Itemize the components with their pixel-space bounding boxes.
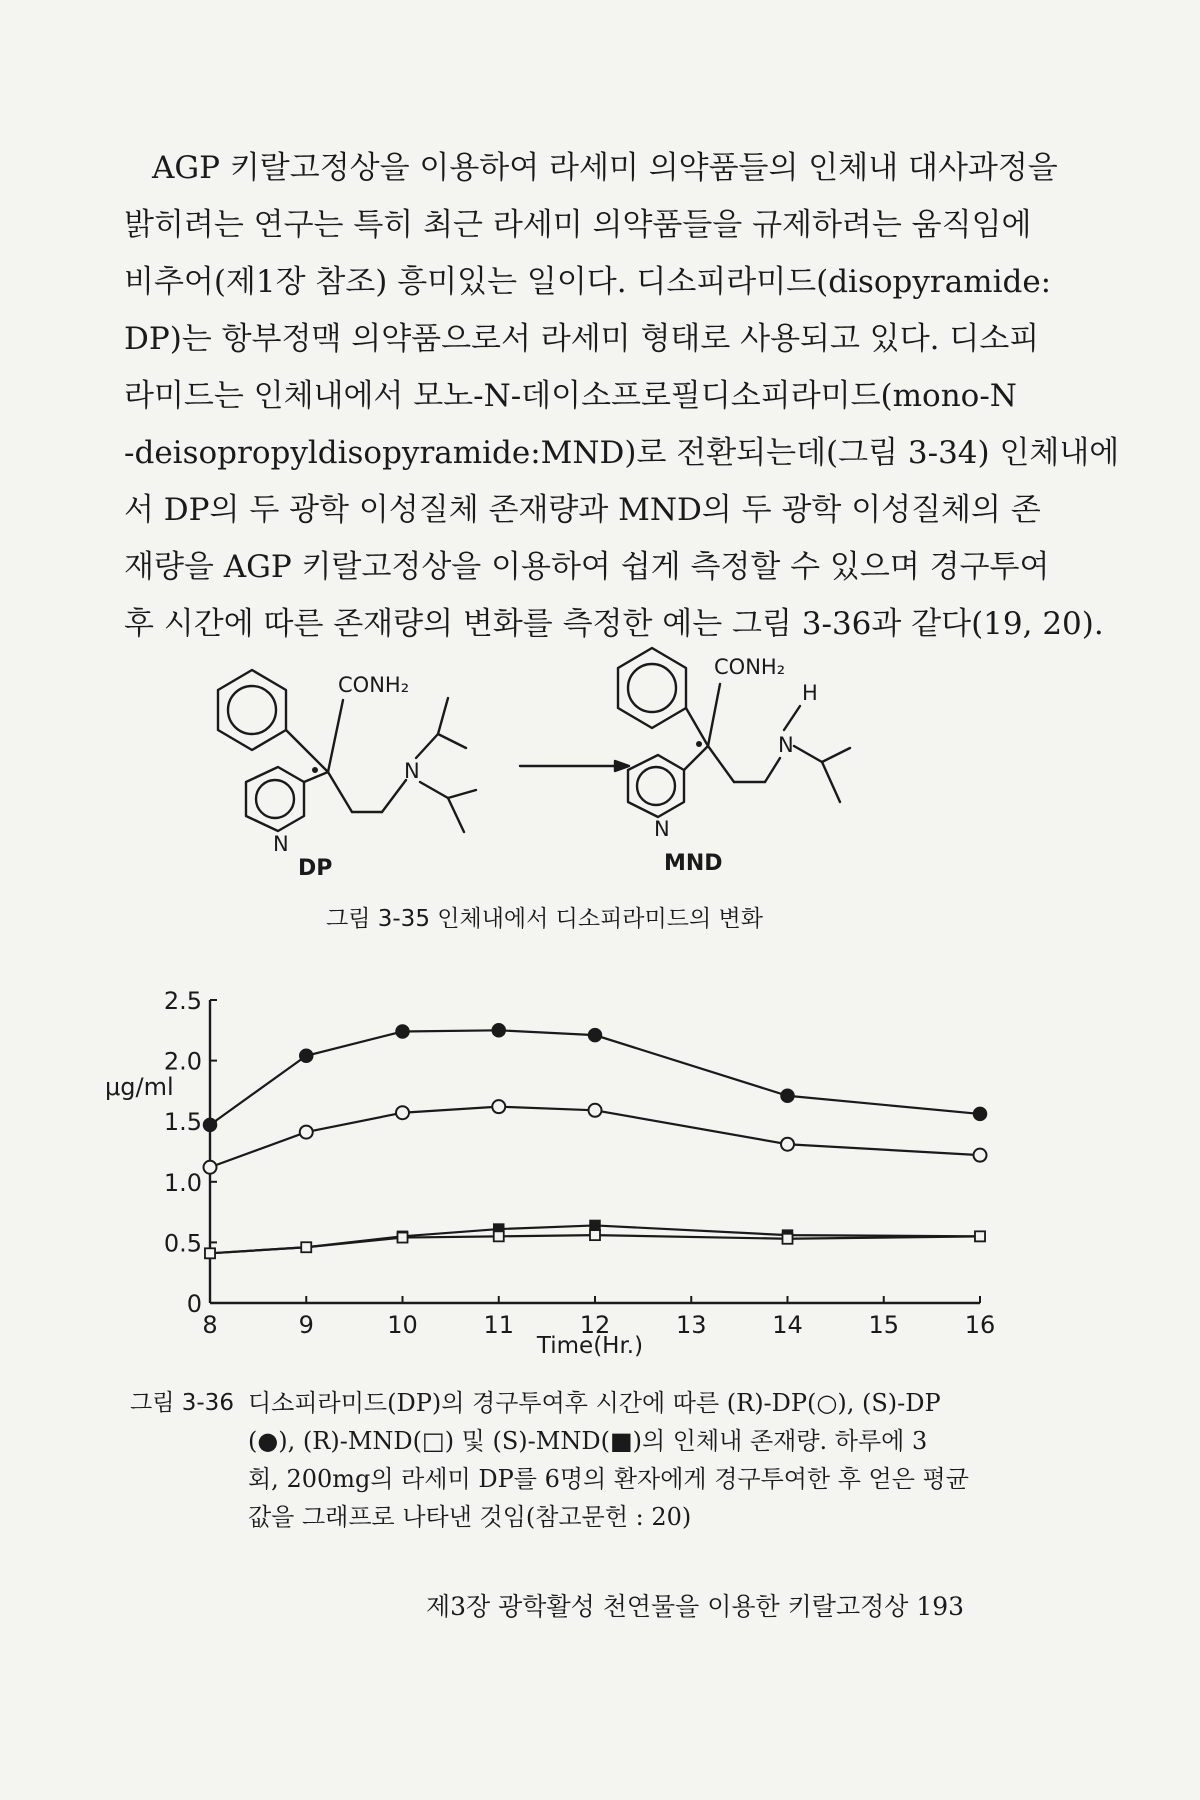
chart-axes: [210, 1000, 980, 1303]
x-tick-label: 16: [964, 1311, 996, 1339]
y-tick-label: 1.0: [163, 1168, 202, 1197]
x-tick-label: 13: [675, 1311, 707, 1339]
y-tick-label: 2.5: [163, 987, 202, 1015]
dp-benzene-ring: [218, 670, 286, 750]
figure-3-35-structures: [180, 640, 1040, 890]
data-point-open-square: [783, 1234, 793, 1244]
caption-line: 값을 그래프로 나타낸 것임(참고문헌 : 20): [248, 1503, 692, 1531]
data-point-open-circle: [492, 1100, 505, 1113]
chart-tick-labels: [164, 987, 995, 1339]
body-line: DP)는 항부정맥 의약품으로서 라세미 형태로 사용되고 있다. 디소피: [124, 321, 1040, 357]
page-footer: 제3장 광학활성 천연물을 이용한 키랄고정상 193: [426, 1592, 965, 1621]
figure-3-36-caption: [130, 1384, 1010, 1536]
y-tick-label: 2.0: [163, 1047, 202, 1076]
mnd-compound-label: MND: [664, 851, 723, 876]
x-tick-label: 9: [298, 1311, 314, 1339]
body-line: AGP 키랄고정상을 이용하여 라세미 의약품들의 인체내 대사과정을: [152, 150, 1058, 186]
mnd-stereocenter-dot: [696, 741, 702, 747]
data-point-open-circle: [300, 1126, 313, 1139]
data-point-open-square: [590, 1230, 600, 1240]
figure-3-36-label: 그림 3-36: [130, 1390, 234, 1416]
y-axis-label: μg/ml: [105, 1073, 174, 1101]
x-tick-label: 11: [483, 1311, 515, 1339]
chart-markers: [204, 1024, 987, 1259]
data-point-filled-circle: [974, 1107, 987, 1120]
data-point-filled-circle: [204, 1118, 217, 1131]
mnd-conh2-label: CONH₂: [714, 655, 786, 679]
data-point-open-square: [301, 1242, 311, 1252]
caption-line: (●), (R)-MND(□) 및 (S)-MND(■)의 인체내 존재량. 하루에 3: [248, 1427, 928, 1455]
x-tick-label: 12: [579, 1311, 611, 1339]
caption-line: 회, 200mg의 라세미 DP를 6명의 환자에게 경구투여한 후 얻은 평균: [248, 1465, 969, 1493]
y-tick-label: 0: [186, 1290, 202, 1318]
y-tick-label: 1.5: [163, 1108, 202, 1137]
data-point-open-circle: [204, 1161, 217, 1174]
data-point-filled-circle: [589, 1029, 602, 1042]
figure-3-35-caption: 그림 3-35 인체내에서 디소피라미드의 변화: [326, 906, 763, 932]
y-tick-label: 0.5: [163, 1229, 202, 1258]
data-point-open-circle: [589, 1104, 602, 1117]
caption-line: 디소피라미드(DP)의 경구투여후 시간에 따른 (R)-DP(○), (S)-DP: [248, 1389, 941, 1417]
data-point-open-circle: [396, 1106, 409, 1119]
body-paragraph: [124, 140, 1120, 653]
body-line: 밝히려는 연구는 특히 최근 라세미 의약품들을 규제하려는 움직임에: [124, 207, 1032, 243]
mnd-amine-n-label: N: [778, 733, 794, 757]
dp-conh2-label: CONH₂: [338, 673, 410, 697]
data-point-open-square: [398, 1233, 408, 1243]
x-axis-label: Time(Hr.): [536, 1333, 644, 1359]
mnd-bonds: [684, 684, 850, 802]
data-point-open-square: [975, 1231, 985, 1241]
mnd-pyridine-ring: [628, 755, 684, 817]
x-tick-label: 10: [387, 1311, 418, 1339]
data-point-open-square: [205, 1248, 215, 1258]
x-tick-label: 14: [772, 1311, 803, 1339]
data-point-open-circle: [781, 1138, 794, 1151]
dp-ring-n-label: N: [273, 832, 289, 856]
data-point-filled-circle: [300, 1049, 313, 1062]
dp-bonds: [286, 698, 476, 832]
data-point-open-square: [494, 1231, 504, 1241]
dp-pyridine-ring: [246, 767, 304, 831]
body-line: 서 DP의 두 광학 이성질체 존재량과 MND의 두 광학 이성질체의 존: [124, 492, 1041, 528]
body-line: 재량을 AGP 키랄고정상을 이용하여 쉽게 측정할 수 있으며 경구투여: [124, 549, 1050, 585]
data-point-filled-circle: [781, 1089, 794, 1102]
mnd-ring-n-label: N: [654, 817, 670, 841]
dp-stereocenter-dot: [312, 767, 318, 773]
data-point-open-circle: [974, 1149, 987, 1162]
dp-compound-label: DP: [298, 856, 333, 881]
data-point-filled-square: [590, 1220, 600, 1230]
figure-3-36-chart: [95, 985, 1045, 1365]
body-line: 비추어(제1장 참조) 흥미있는 일이다. 디소피라미드(disopyramide:: [124, 264, 1052, 300]
data-point-filled-circle: [396, 1025, 409, 1038]
reaction-arrow: [520, 761, 629, 771]
x-tick-label: 15: [868, 1311, 900, 1339]
body-line: -deisopropyldisopyramide:MND)로 전환되는데(그림 3-34) 인체내에: [124, 435, 1120, 471]
mnd-h-label: H: [802, 681, 818, 705]
dp-amine-n-label: N: [404, 759, 420, 783]
mnd-benzene-ring: [618, 648, 686, 728]
data-point-filled-circle: [492, 1024, 505, 1037]
x-tick-label: 8: [202, 1311, 218, 1339]
body-line: 후 시간에 따른 존재량의 변화를 측정한 예는 그림 3-36과 같다(19, 20).: [124, 606, 1104, 642]
body-line: 라미드는 인체내에서 모노-N-데이소프로필디소피라미드(mono-N: [124, 378, 1017, 414]
